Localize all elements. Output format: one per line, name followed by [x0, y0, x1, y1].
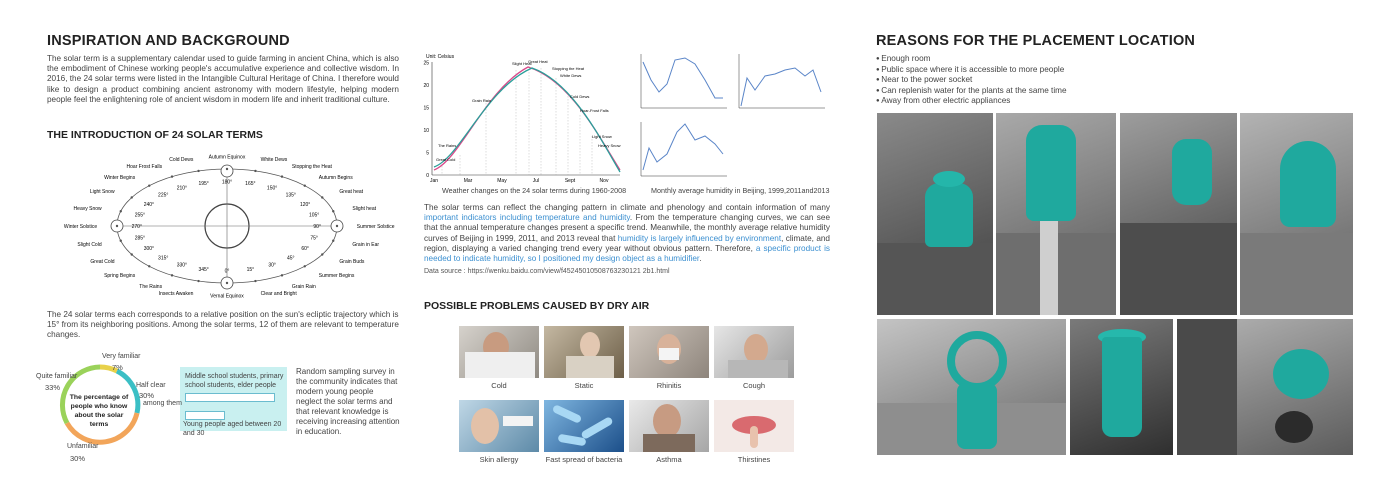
very-familiar-label: Very familiar — [102, 353, 141, 360]
term-dot — [254, 280, 256, 282]
solar-term-degree: 0° — [224, 268, 230, 275]
solar-term-degree: 240° — [143, 201, 155, 208]
photo-cold — [459, 326, 539, 378]
solar-term-degree: 75° — [310, 235, 318, 242]
section-title-placement: REASONS FOR THE PLACEMENT LOCATION — [876, 33, 1196, 49]
solar-term-degree: 195° — [198, 181, 209, 188]
unfamiliar-label: Unfamiliar — [67, 443, 99, 450]
solar-term-label: Light Snow — [89, 189, 115, 196]
temp-xtick: Nov — [599, 178, 609, 184]
solar-term-degree: 180° — [221, 179, 233, 186]
temp-ytick: 0 — [426, 173, 429, 179]
placement-photo-7 — [1177, 319, 1353, 455]
term-dot — [304, 184, 306, 186]
term-dot — [321, 253, 323, 255]
photo-static — [544, 326, 624, 378]
survey-center-text: The percentage of people who know about the solar terms — [69, 394, 129, 428]
solar-term-label: Grain in Ear — [352, 241, 380, 248]
temp-annotation: Slight Heat — [512, 61, 532, 66]
temp-chart-caption: Weather changes on the 24 solar terms during 1960-2008 — [442, 186, 627, 195]
photo-thirstines — [714, 400, 794, 452]
photo-rhinitis — [629, 326, 709, 378]
term-dot — [131, 196, 133, 198]
solar-term-label: Winter Solstice — [63, 224, 98, 230]
term-dot — [332, 210, 334, 212]
temp-ytick: 5 — [426, 150, 429, 157]
solar-term-label: Great Cold — [90, 258, 115, 265]
solar-terms-heading: THE INTRODUCTION OF 24 SOLAR TERMS — [47, 129, 263, 141]
solar-term-label: Hoar Frost Falls — [126, 163, 163, 170]
reason-item: ● Public space where it is accessible to more people — [876, 65, 1276, 76]
survey-group1-bar — [185, 393, 275, 402]
placement-photo-2 — [996, 113, 1116, 315]
term-dot — [197, 170, 199, 172]
humidity-caption: Monthly average humidity in Beijing, 1999,2011and2013 — [651, 186, 830, 195]
solar-term-degree: 225° — [158, 192, 169, 199]
solar-term-degree: 90° — [313, 224, 321, 230]
temp-annotation: Great Heat — [528, 59, 548, 64]
quite-familiar-pct: 33% — [45, 383, 61, 392]
problems-heading: POSSIBLE PROBLEMS CAUSED BY DRY AIR — [424, 300, 650, 312]
term-dot — [281, 274, 283, 276]
term-dot — [171, 175, 173, 177]
temp-ylabel: Unit: Celsius — [426, 54, 455, 60]
very-familiar-pct: 7% — [112, 363, 123, 372]
caption-thirstines: Thirstines — [737, 455, 771, 464]
placement-photo-5 — [877, 319, 1066, 455]
solar-term-degree: 270° — [131, 224, 142, 230]
intro-paragraph: The solar term is a supplementary calendar used to guide farming in ancient China, which is also the embodiment of Chinese working people's accumulative experience and collective wisdom. In 2016, the 24 solar terms were listed in the Intangible Cultural Heritage of China. I therefore would like to design a product combining ancient astronomy with modern lifestyle, helping modern people feel the enlightening role of ancient wisdom in modern life and inherit traditional culture. — [47, 54, 399, 104]
survey-note: Random sampling survey in the community indicates that modern young people neglect the solar terms and that relevant knowledge is receiving increasing attention in education. — [296, 367, 400, 436]
survey-group1-label: Middle school students, primary school students, elder people — [185, 373, 284, 389]
photo-bacteria — [544, 400, 624, 452]
solar-term-label: Autumn Equinox — [208, 154, 246, 161]
data-source: Data source : https://wenku.baidu.com/view/f45245010508763230121 2b1.html — [424, 268, 670, 275]
reason-item: ● Away from other electric appliances — [876, 96, 1276, 107]
term-dot — [281, 175, 283, 177]
solar-term-label: Summer Solstice — [356, 224, 395, 230]
humidity-chart-1999 — [635, 50, 730, 115]
solar-term-degree: 330° — [176, 262, 188, 269]
survey-group2-label: Young people aged between 20 and 30 — [183, 421, 282, 437]
temp-xtick: May — [497, 178, 507, 184]
temp-annotation: Great Cold — [436, 157, 456, 162]
temp-annotation: Light Snow — [592, 134, 612, 139]
section-title-inspiration: INSPIRATION AND BACKGROUND — [47, 33, 290, 49]
reason-item: ● Enough room — [876, 54, 1276, 65]
term-dot — [321, 196, 323, 198]
temp-annotation: Hoar-Frost Falls — [580, 108, 609, 113]
solar-term-label: Summer Begins — [318, 273, 355, 280]
solar-term-label: Slight heat — [352, 206, 377, 213]
caption-skin-allergy: Skin allergy — [479, 455, 519, 464]
term-dot — [120, 210, 122, 212]
reason-item: ● Can replenish water for the plants at the same time — [876, 86, 1276, 97]
survey-group2-bar — [185, 411, 225, 420]
solar-term-degree: 210° — [176, 185, 188, 192]
caption-bacteria: Fast spread of bacteria — [545, 455, 623, 464]
solar-term-label: Stopping the Heat — [291, 163, 332, 170]
solar-term-degree: 165° — [245, 181, 256, 188]
term-dot — [148, 265, 150, 267]
solar-term-degree: 255° — [134, 212, 146, 219]
term-dot — [336, 225, 338, 227]
solar-terms-diagram — [63, 148, 395, 308]
temp-annotation: White Dews — [560, 73, 582, 78]
temp-xtick: Mar — [463, 178, 473, 184]
placement-photo-3 — [1120, 113, 1237, 315]
solar-term-degree: 315° — [158, 255, 169, 262]
survey-among-them: among them — [143, 400, 182, 407]
solar-term-degree: 45° — [286, 255, 295, 262]
half-clear-label: Half clear — [136, 382, 166, 389]
half-clear-pct: 30% — [139, 391, 155, 400]
solar-term-label: Clear and Bright — [260, 291, 297, 298]
solar-term-degree: 300° — [143, 246, 155, 253]
solar-term-label: The Rains — [139, 284, 163, 291]
solar-term-label: Heavy Snow — [73, 206, 102, 213]
caption-cold: Cold — [491, 381, 507, 390]
temp-ytick: 15 — [423, 105, 429, 112]
caption-cough: Cough — [742, 381, 766, 390]
solar-term-degree: 135° — [285, 192, 296, 199]
temp-annotation: The Rains — [438, 143, 457, 148]
temp-ytick: 20 — [423, 83, 429, 89]
solar-term-degree: 105° — [308, 212, 320, 219]
photo-cough — [714, 326, 794, 378]
temp-xtick: Sept — [564, 178, 576, 184]
solar-term-degree: 120° — [299, 201, 311, 208]
caption-static: Static — [574, 381, 594, 390]
solar-term-label: Slight Cold — [77, 241, 102, 248]
term-dot — [226, 168, 228, 170]
solar-term-label: White Dews — [260, 156, 288, 163]
solar-term-label: Grain Buds — [339, 258, 365, 265]
caption-asthma: Asthma — [656, 455, 682, 464]
solar-term-label: Cold Dews — [169, 156, 194, 163]
temp-xtick: Jul — [532, 178, 540, 184]
term-dot — [254, 170, 256, 172]
photo-asthma — [629, 400, 709, 452]
solar-term-label: Autumn Begins — [318, 174, 353, 181]
term-dot — [131, 253, 133, 255]
term-dot — [197, 280, 199, 282]
temp-ytick: 25 — [423, 60, 429, 67]
term-dot — [332, 240, 334, 242]
temp-annotation: Cold Dews — [570, 94, 590, 99]
solar-term-degree: 150° — [266, 185, 278, 192]
solar-term-label: Winter Begins — [104, 174, 136, 181]
solar-term-degree: 60° — [301, 246, 309, 253]
placement-photo-4 — [1240, 113, 1353, 315]
solar-term-label: Great heat — [339, 189, 364, 196]
term-dot — [171, 274, 173, 276]
temperature-chart — [420, 50, 630, 185]
unfamiliar-pct: 30% — [70, 454, 86, 463]
caption-rhinitis: Rhinitis — [656, 381, 682, 390]
placement-photo-1 — [877, 113, 993, 315]
photo-skin-allergy — [459, 400, 539, 452]
humidity-chart-2011 — [733, 50, 828, 115]
quite-familiar-label: Quite familiar — [36, 373, 78, 380]
solar-term-label: Grain Rain — [291, 284, 316, 291]
solar-term-label: Spring Begins — [104, 273, 136, 280]
reasons-list — [876, 54, 1276, 107]
reason-item: ● Near to the power socket — [876, 75, 1276, 86]
trajectory-paragraph: The 24 solar terms each corresponds to a relative position on the sun's ecliptic trajectory which is 15° from its neighboring positions. Among the solar terms, 12 of them are relevant to temperature changes. — [47, 310, 399, 340]
temp-ytick: 10 — [423, 128, 429, 134]
temp-annotation: Heavy Snow — [598, 143, 621, 148]
humidity-chart-2013 — [635, 118, 730, 183]
solar-term-degree: 30° — [268, 262, 276, 269]
term-dot — [116, 225, 118, 227]
solar-term-label: Vernal Equinox — [210, 293, 244, 300]
term-dot — [304, 265, 306, 267]
term-dot — [148, 184, 150, 186]
solar-term-degree: 15° — [246, 266, 255, 273]
temp-annotation: Stopping the Heat — [552, 66, 585, 71]
solar-term-degree: 285° — [134, 235, 146, 242]
solar-term-degree: 345° — [198, 266, 209, 273]
placement-photo-6 — [1070, 319, 1173, 455]
temp-xtick: Jan — [429, 178, 439, 184]
temp-annotation: Grain Rain — [472, 98, 492, 103]
term-dot — [226, 282, 228, 284]
solar-term-label: Insects Awaken — [158, 291, 194, 298]
analysis-paragraph: The solar terms can reflect the changing pattern in climate and phenology and contain information of many important indicators including temperature and humidity. From the temperature changing curves, we can see that the annual temperature changes present a specific trend. Meanwhile, the monthly average relative humidity curves of Beijing in 1999, 2011, and 2013 reveal that humidity is largely influenced by environment, climate, and region, displaying a varied changing trend every year without obvious pattern. Therefore, a specific product is needed to indicate humidity, so I positioned my design object as a humidifier. — [424, 203, 831, 264]
term-dot — [120, 240, 122, 242]
